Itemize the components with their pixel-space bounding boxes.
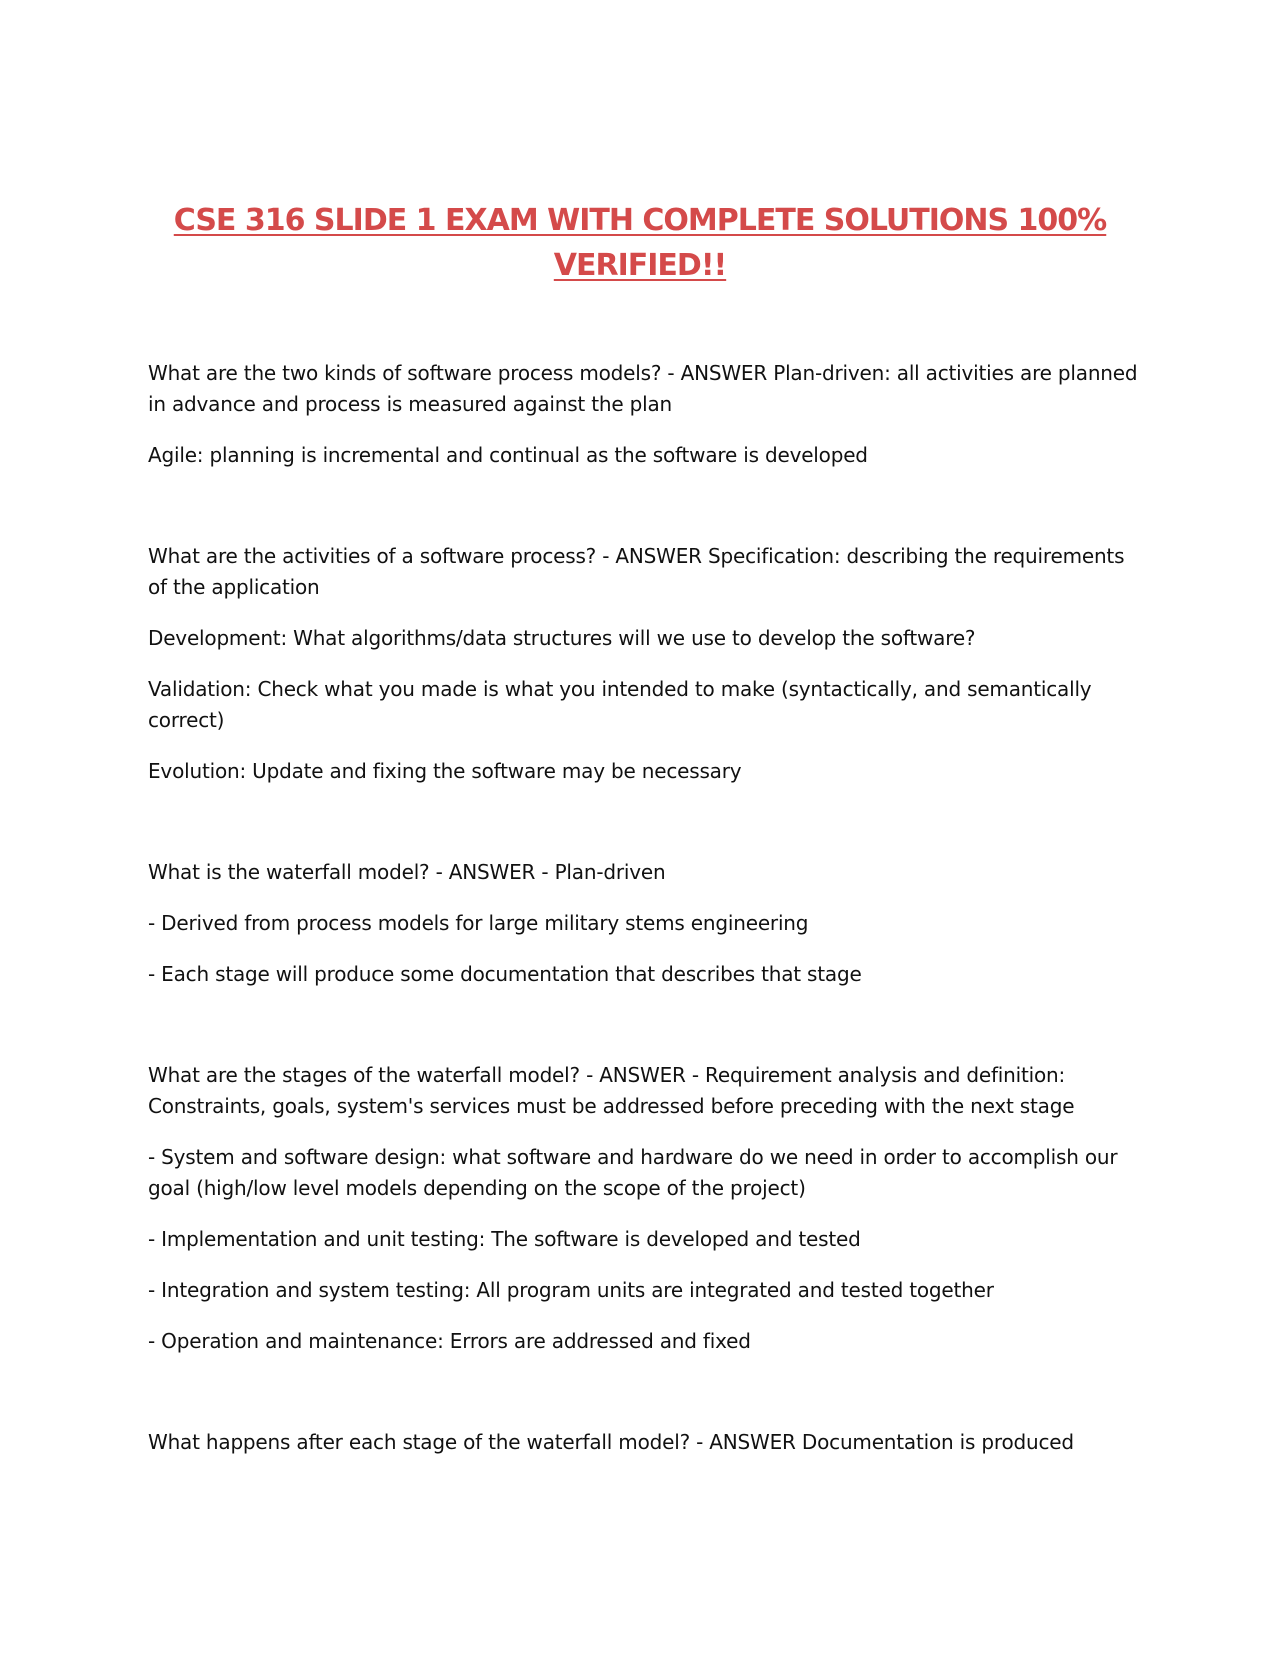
qa-item	[148, 541, 1138, 787]
qa-item	[148, 1427, 1138, 1458]
qa-paragraph: - System and software design: what software and hardware do we need in order to accomplish our goal (high/low level models depending on the scope of the project)	[148, 1145, 1118, 1200]
qa-paragraph: What happens after each stage of the waterfall model? - ANSWER Documentation is produced	[148, 1430, 1074, 1454]
qa-list	[148, 358, 1138, 1458]
qa-paragraph: What is the waterfall model? - ANSWER - Plan-driven	[148, 860, 666, 884]
qa-paragraph: What are the activities of a software process? - ANSWER Specification: describing the requirements of the application	[148, 544, 1125, 599]
qa-item	[148, 1060, 1138, 1357]
qa-paragraph: - Implementation and unit testing: The software is developed and tested	[148, 1227, 861, 1251]
qa-paragraph: Evolution: Update and fixing the software may be necessary	[148, 759, 742, 783]
qa-paragraph: What are the two kinds of software process models? - ANSWER Plan-driven: all activities are planned in advance and process is measured against the plan	[148, 361, 1138, 416]
qa-item	[148, 358, 1138, 471]
qa-paragraph: - Operation and maintenance: Errors are addressed and fixed	[148, 1329, 751, 1353]
qa-item	[148, 857, 1138, 990]
qa-paragraph: What are the stages of the waterfall model? - ANSWER - Requirement analysis and definition: Constraints, goals, system's services must be addressed before preceding with the next stage	[148, 1063, 1075, 1118]
qa-paragraph: Agile: planning is incremental and continual as the software is developed	[148, 443, 868, 467]
qa-paragraph: Validation: Check what you made is what you intended to make (syntactically, and semantically correct)	[148, 677, 1092, 732]
qa-paragraph: - Derived from process models for large military stems engineering	[148, 911, 809, 935]
qa-paragraph: Development: What algorithms/data structures will we use to develop the software?	[148, 626, 976, 650]
qa-paragraph: - Each stage will produce some documentation that describes that stage	[148, 962, 862, 986]
document-title: CSE 316 SLIDE 1 EXAM WITH COMPLETE SOLUTIONS 100% VERIFIED!!	[173, 203, 1107, 283]
qa-paragraph: - Integration and system testing: All program units are integrated and tested together	[148, 1278, 994, 1302]
